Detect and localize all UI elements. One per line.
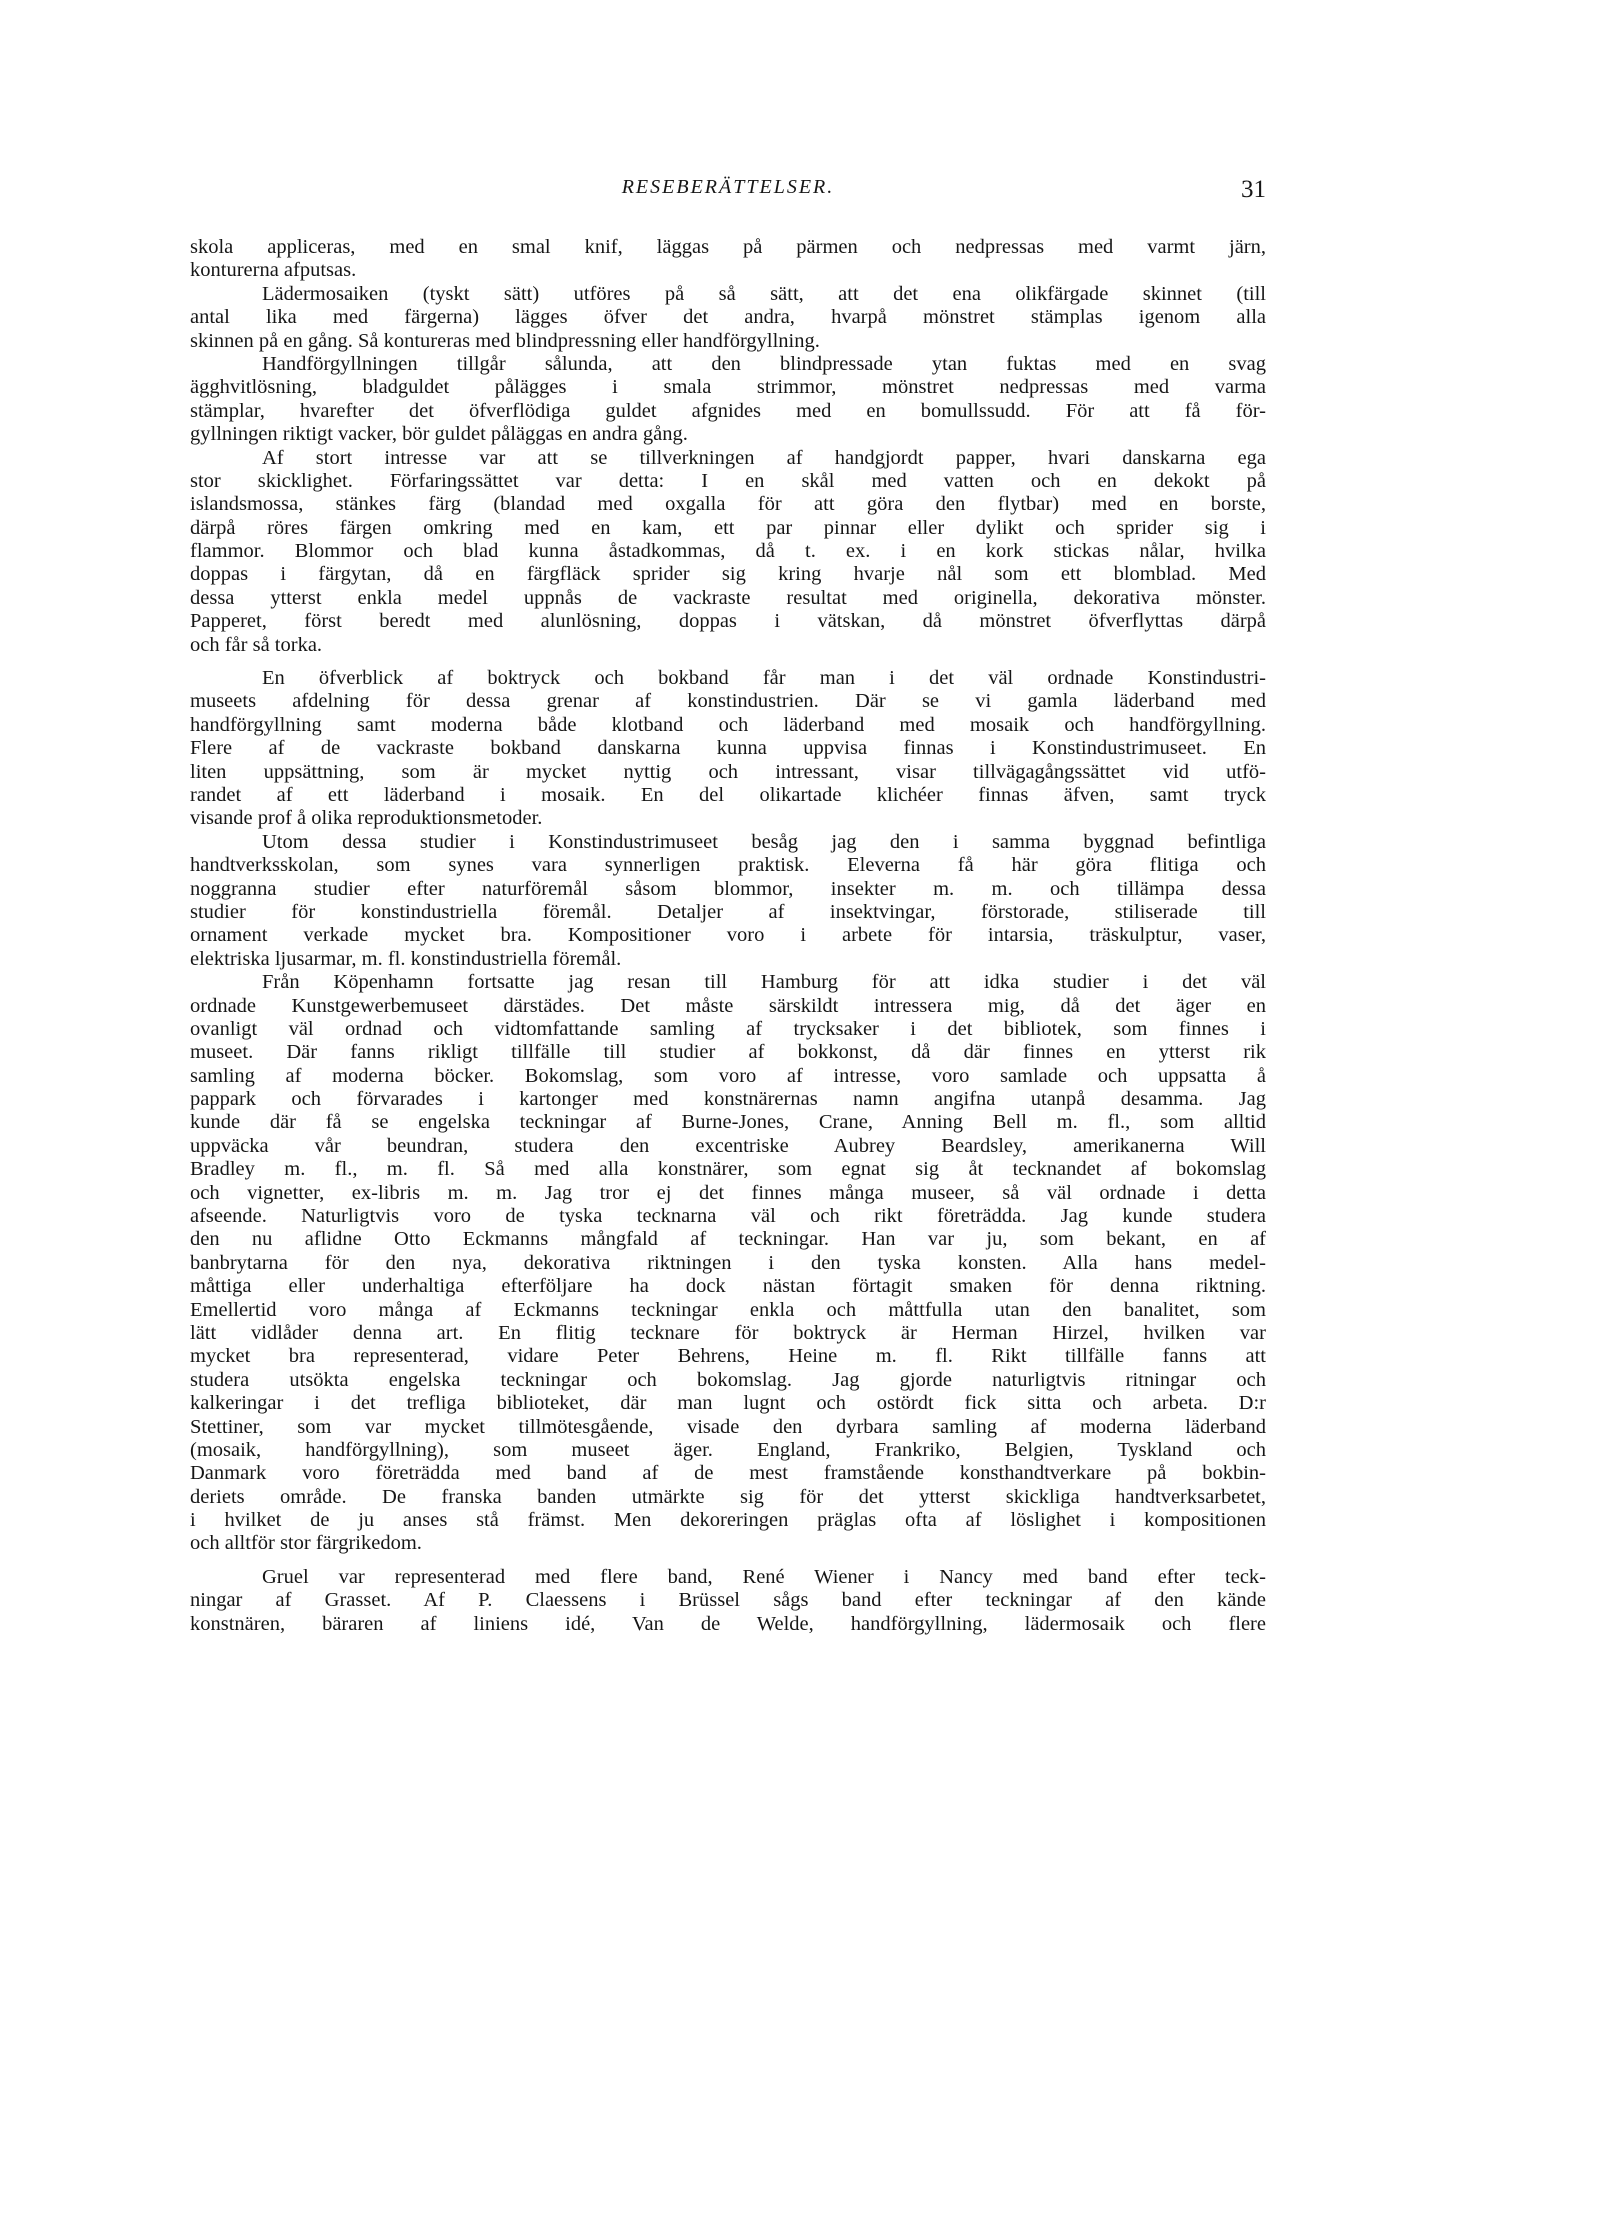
text-line: studera utsökta engelska teckningar och bokomslag. Jag gjorde naturligtvis ritningar och	[190, 1368, 1266, 1391]
text-line: Papperet, först beredt med alunlösning, doppas i vätskan, då mönstret öfverflyttas därpå	[190, 610, 1266, 633]
text-line: uppväcka vår beundran, studera den excentriske Aubrey Beardsley, amerikanerna Will	[190, 1134, 1266, 1157]
text-line: konturerna afputsas.	[190, 259, 357, 282]
text-line: randet af ett läderband i mosaik. En del olikartade klichéer finnas äfven, samt tryck	[190, 783, 1266, 806]
text-line: (mosaik, handförgyllning), som museet äger. England, Frankriko, Belgien, Tyskland och	[190, 1438, 1266, 1461]
text-line: pappark och förvarades i kartonger med konstnärernas namn angifna utanpå desamma. Jag	[190, 1088, 1266, 1111]
text-line: Gruel var representerad med flere band, René Wiener i Nancy med band efter teck-	[262, 1565, 1266, 1588]
text-line: den nu aflidne Otto Eckmanns mångfald af teckningar. Han var ju, som bekant, en af	[190, 1228, 1266, 1251]
text-line: banbrytarna för den nya, dekorativa riktningen i den tyska konsten. Alla hans medel-	[190, 1251, 1266, 1274]
text-line: handförgyllning samt moderna både klotband och läderband med mosaik och handförgyllning.	[190, 713, 1266, 736]
text-line: handtverksskolan, som synes vara synnerligen praktisk. Eleverna få här göra flitiga och	[190, 854, 1266, 877]
text-line: doppas i färgytan, då en färgfläck sprider sig kring hvarje nål som ett blomblad. Med	[190, 563, 1266, 586]
text-line: Emellertid voro många af Eckmanns teckningar enkla och måttfulla utan den banalitet, som	[190, 1298, 1266, 1321]
text-line: dessa ytterst enkla medel uppnås de vackraste resultat med originella, dekorativa mönster.	[190, 586, 1266, 609]
text-line: stor skicklighet. Förfaringssättet var detta: I en skål med vatten och en dekokt på	[190, 469, 1266, 492]
text-line: afseende. Naturligtvis voro de tyska tecknarna väl och rikt företrädda. Jag kunde studera	[190, 1205, 1266, 1228]
text-line: ovanligt väl ordnad och vidtomfattande samling af trycksaker i det bibliotek, som finnes i	[190, 1017, 1266, 1040]
text-line: flammor. Blommor och blad kunna åstadkommas, då t. ex. i en kork stickas nålar, hvilka	[190, 540, 1266, 563]
text-line: därpå röres färgen omkring med en kam, ett par pinnar eller dylikt och sprider sig i	[190, 516, 1266, 539]
text-line: museet. Där fanns rikligt tillfälle till studier af bokkonst, då där finnes en ytterst rik	[190, 1041, 1266, 1064]
text-line: skola appliceras, med en smal knif, läggas på pärmen och nedpressas med varmt järn,	[190, 236, 1266, 258]
text-line: antal lika med färgerna) lägges öfver det andra, hvarpå mönstret stämplas igenom alla	[190, 306, 1266, 329]
text-line: visande prof å olika reproduktionsmetoder.	[190, 807, 543, 830]
text-line: i hvilket de ju anses stå främst. Men dekoreringen präglas ofta af löslighet i kompositionen	[190, 1509, 1266, 1532]
body-text	[190, 236, 1266, 1636]
text-line: elektriska ljusarmar, m. fl. konstindustriella föremål.	[190, 947, 622, 970]
text-line: lätt vidlåder denna art. En flitig tecknare för boktryck är Herman Hirzel, hvilken var	[190, 1321, 1266, 1344]
running-header	[190, 176, 1266, 210]
text-line: Från Köpenhamn fortsatte jag resan till Hamburg för att idka studier i det väl	[262, 971, 1266, 994]
text-line: ägghvitlösning, bladguldet pålägges i smala strimmor, mönstret nedpressas med varma	[190, 376, 1266, 399]
text-line: kalkeringar i det trefliga biblioteket, där man lugnt och ostördt fick sitta och arbeta. D:r	[190, 1392, 1266, 1415]
text-line: En öfverblick af boktryck och bokband får man i det väl ordnade Konstindustri-	[262, 667, 1266, 690]
text-line: mycket bra representerad, vidare Peter Behrens, Heine m. fl. Rikt tillfälle fanns att	[190, 1345, 1266, 1368]
text-line: kunde där få se engelska teckningar af Burne-Jones, Crane, Anning Bell m. fl., som alltid	[190, 1111, 1266, 1134]
text-line: och alltför stor färgrikedom.	[190, 1532, 422, 1555]
text-line: Utom dessa studier i Konstindustrimuseet besåg jag den i samma byggnad befintliga	[262, 830, 1266, 853]
text-line: Bradley m. fl., m. fl. Så med alla konstnärer, som egnat sig åt tecknandet af bokomslag	[190, 1158, 1266, 1181]
text-line: islandsmossa, stänkes färg (blandad med oxgalla för att göra den flytbar) med en borste,	[190, 493, 1266, 516]
text-line: stämplar, hvarefter det öfverflödiga guldet afgnides med en bomullssudd. För att få för-	[190, 399, 1266, 422]
text-line: deriets område. De franska banden utmärkte sig för det ytterst skickliga handtverksarbetet,	[190, 1485, 1266, 1508]
text-line: Danmark voro företrädda med band af de mest framstående konsthandtverkare på bokbin-	[190, 1462, 1266, 1485]
text-line: Stettiner, som var mycket tillmötesgående, visade den dyrbara samling af moderna läderband	[190, 1415, 1266, 1438]
text-line: och vignetter, ex-libris m. m. Jag tror ej det finnes många museer, så väl ordnade i detta	[190, 1181, 1266, 1204]
text-line: ningar af Grasset. Af P. Claessens i Brüssel sågs band efter teckningar af den kände	[190, 1589, 1266, 1612]
running-title: RESEBERÄTTELSER.	[621, 176, 835, 198]
text-line: Handförgyllningen tillgår sålunda, att den blindpressade ytan fuktas med en svag	[262, 352, 1266, 375]
text-line: och får så torka.	[190, 633, 323, 656]
text-line: måttiga eller underhaltiga efterföljare ha dock nästan förtagit smaken för denna riktning.	[190, 1275, 1266, 1298]
text-line: liten uppsättning, som är mycket nyttig och intressant, visar tillvägagångssättet vid utfö-	[190, 760, 1266, 783]
text-line: ornament verkade mycket bra. Kompositioner voro i arbete för intarsia, träskulptur, vaser,	[190, 924, 1266, 947]
text-line: Lädermosaiken (tyskt sätt) utföres på så sätt, att det ena olikfärgade skinnet (till	[262, 282, 1266, 305]
text-line: noggranna studier efter naturföremål såsom blommor, insekter m. m. och tillämpa dessa	[190, 877, 1266, 900]
text-line: ordnade Kunstgewerbemuseet därstädes. Det måste särskildt intressera mig, då det äger en	[190, 994, 1266, 1017]
text-line: museets afdelning för dessa grenar af konstindustrien. Där se vi gamla läderband med	[190, 690, 1266, 713]
text-line: Af stort intresse var att se tillverkningen af handgjordt papper, hvari danskarna ega	[262, 446, 1266, 469]
text-line: konstnären, bäraren af liniens idé, Van de Welde, handförgyllning, lädermosaik och flere	[190, 1612, 1266, 1635]
text-line: gyllningen riktigt vacker, bör guldet påläggas en andra gång.	[190, 423, 688, 446]
text-line: Flere af de vackraste bokband danskarna kunna uppvisa finnas i Konstindustrimuseet. En	[190, 737, 1266, 760]
page-number: 31	[1241, 176, 1266, 203]
text-line: studier för konstindustriella föremål. Detaljer af insektvingar, förstorade, stiliserade till	[190, 900, 1266, 923]
text-line: samling af moderna böcker. Bokomslag, som voro af intresse, voro samlade och uppsatta å	[190, 1064, 1266, 1087]
text-line: skinnen på en gång. Så kontureras med blindpressning eller handförgyllning.	[190, 329, 820, 352]
